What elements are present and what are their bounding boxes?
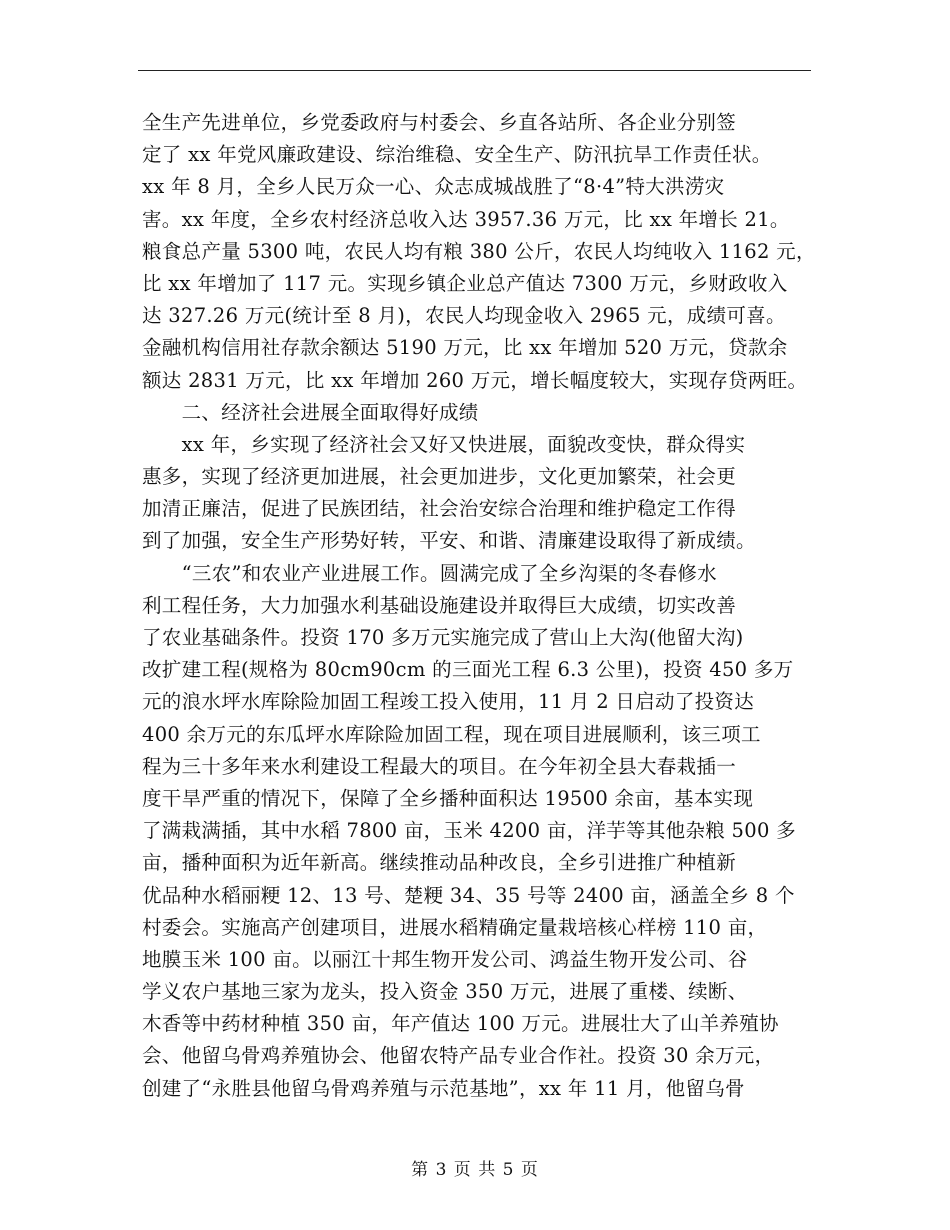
text-line: 金融机构信用社存款余额达 5190 万元，比 xx 年增加 520 万元，贷款余	[142, 336, 788, 360]
body-text	[142, 107, 842, 1105]
page-footer: 第 3 页 共 5 页	[411, 1160, 539, 1180]
text-line: “三农”和农业产业进展工作。圆满完成了全乡沟渠的冬春修水	[142, 561, 717, 585]
text-line: 地膜玉米 100 亩。以丽江十邦生物开发公司、鸿益生物开发公司、谷	[142, 947, 748, 971]
text-line: 了满栽满插，其中水稻 7800 亩，玉米 4200 亩，洋芋等其他杂粮 500 多	[142, 819, 796, 843]
header-rule	[138, 70, 811, 71]
text-line: 优品种水稻丽粳 12、13 号、楚粳 34、35 号等 2400 亩，涵盖全乡 8 个	[142, 883, 795, 907]
text-line: 二、经济社会进展全面取得好成绩	[142, 400, 479, 424]
text-line: xx 年，乡实现了经济社会又好又快进展，面貌改变快，群众得实	[142, 432, 746, 456]
text-line: 了农业基础条件。投资 170 多万元实施完成了营山上大沟(他留大沟)	[142, 626, 744, 649]
text-line: 加清正廉洁，促进了民族团结，社会治安综合治理和维护稳定工作得	[142, 497, 737, 521]
text-line: 达 327.26 万元(统计至 8 月)，农民人均现金收入 2965 元，成绩可喜。	[142, 304, 786, 328]
text-line: 全生产先进单位，乡党委政府与村委会、乡直各站所、各企业分别签	[142, 111, 737, 134]
text-line: 程为三十多年来水利建设工程最大的项目。在今年初全县大春栽插一	[142, 754, 737, 778]
text-line: 木香等中药材种植 350 亩，年产值达 100 万元。进展壮大了山羊养殖协	[142, 1012, 779, 1036]
text-line: 定了 xx 年党风廉政建设、综治维稳、安全生产、防汛抗旱工作责任状。	[142, 143, 772, 167]
text-line: 改扩建工程(规格为 80cm90cm 的三面光工程 6.3 公里)，投资 450 多万	[142, 658, 794, 682]
text-line: 村委会。实施高产创建项目，进展水稻精确定量栽培核心样榜 110 亩，	[142, 915, 768, 939]
text-line: 比 xx 年增加了 117 元。实现乡镇企业总产值达 7300 万元，乡财政收入	[142, 271, 788, 295]
text-line: xx 年 8 月，全乡人民万众一心、众志成城战胜了“8·4”特大洪涝灾	[142, 175, 725, 199]
text-line: 亩，播种面积为近年新高。继续推动品种改良，全乡引进推广种植新	[142, 851, 737, 875]
text-line: 元的浪水坪水库除险加固工程竣工投入使用，11 月 2 日启动了投资达	[142, 690, 755, 714]
text-line: 惠多，实现了经济更加进展，社会更加进步，文化更加繁荣，社会更	[142, 465, 737, 489]
text-line: 度干旱严重的情况下，保障了全乡播种面积达 19500 余亩，基本实现	[142, 786, 754, 810]
text-line: 创建了“永胜县他留乌骨鸡养殖与示范基地”，xx 年 11 月，他留乌骨	[142, 1076, 745, 1100]
text-line: 学义农户基地三家为龙头，投入资金 350 万元，进展了重楼、续断、	[142, 980, 748, 1004]
text-line: 粮食总产量 5300 吨，农民人均有粮 380 公斤，农民人均纯收入 1162 元，	[142, 239, 816, 263]
text-line: 利工程任务，大力加强水利基础设施建设并取得巨大成绩，切实改善	[142, 593, 737, 617]
text-line: 害。xx 年度，全乡农村经济总收入达 3957.36 万元，比 xx 年增长 21。	[142, 207, 790, 231]
text-line: 会、他留乌骨鸡养殖协会、他留农特产品专业合作社。投资 30 余万元，	[142, 1044, 775, 1068]
text-line: 额达 2831 万元，比 xx 年增加 260 万元，增长幅度较大，实现存贷两旺。	[142, 368, 808, 392]
text-line: 到了加强，安全生产形势好转，平安、和谐、清廉建设取得了新成绩。	[142, 529, 756, 553]
text-line: 400 余万元的东瓜坪水库除险加固工程，现在项目进展顺利，该三项工	[142, 722, 761, 746]
